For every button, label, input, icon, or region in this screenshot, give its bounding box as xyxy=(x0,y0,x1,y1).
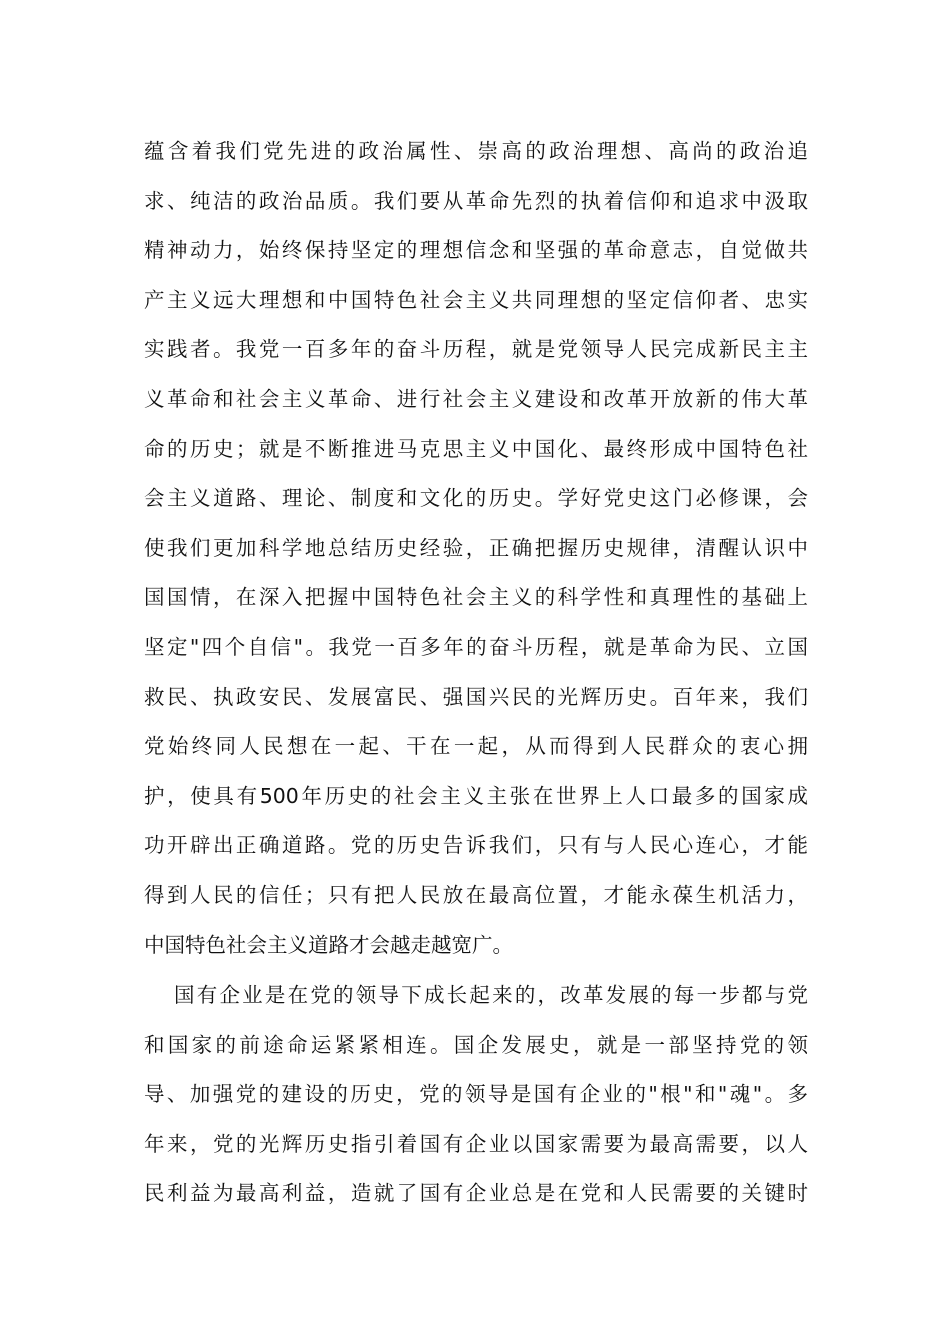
text-line: 导、加强党的建设的历史，党的领导是国有企业的"根"和"魂"。多 xyxy=(144,1082,808,1107)
text-line: 实践者。我党一百多年的奋斗历程，就是党领导人民完成新民主主 xyxy=(144,337,808,362)
text-line: 护，使具有500年历史的社会主义主张在世界上人口最多的国家成 xyxy=(144,783,808,808)
text-line: 得到人民的信任；只有把人民放在最高位置，才能永葆生机活力， xyxy=(144,882,808,907)
paragraph-1 xyxy=(144,127,808,970)
text-line: 年来，党的光辉历史指引着国有企业以国家需要为最高需要，以人 xyxy=(144,1131,808,1156)
text-line: 会主义道路、理论、制度和文化的历史。学好党史这门必修课，会 xyxy=(144,486,808,511)
text-line: 求、纯洁的政治品质。我们要从革命先烈的执着信仰和追求中汲取 xyxy=(144,188,808,213)
text-line: 精神动力，始终保持坚定的理想信念和坚强的革命意志，自觉做共 xyxy=(144,238,808,263)
text-line: 命的历史；就是不断推进马克思主义中国化、最终形成中国特色社 xyxy=(144,436,808,461)
text-line: 蕴含着我们党先进的政治属性、崇高的政治理想、高尚的政治追 xyxy=(144,139,808,163)
text-line: 和国家的前途命运紧紧相连。国企发展史，就是一部坚持党的领 xyxy=(144,1032,808,1057)
text-line: 坚定"四个自信"。我党一百多年的奋斗历程，就是革命为民、立国 xyxy=(144,634,808,659)
text-line: 国国情，在深入把握中国特色社会主义的科学性和真理性的基础上 xyxy=(144,585,808,610)
text-line: 产主义远大理想和中国特色社会主义共同理想的坚定信仰者、忠实 xyxy=(144,287,808,312)
text-line: 国有企业是在党的领导下成长起来的，改革发展的每一步都与党 xyxy=(174,983,808,1007)
text-line: 中国特色社会主义道路才会越走越宽广。 xyxy=(144,932,513,957)
text-line: 功开辟出正确道路。党的历史告诉我们，只有与人民心连心，才能 xyxy=(144,833,808,858)
text-line: 救民、执政安民、发展富民、强国兴民的光辉历史。百年来，我们 xyxy=(144,684,808,709)
paragraph-2 xyxy=(144,971,808,1219)
text-line: 使我们更加科学地总结历史经验，正确把握历史规律，清醒认识中 xyxy=(144,535,808,560)
text-line: 党始终同人民想在一起、干在一起，从而得到人民群众的衷心拥 xyxy=(144,734,808,759)
text-line: 义革命和社会主义革命、进行社会主义建设和改革开放新的伟大革 xyxy=(144,386,808,411)
text-line: 民利益为最高利益，造就了国有企业总是在党和人民需要的关键时 xyxy=(144,1181,808,1206)
